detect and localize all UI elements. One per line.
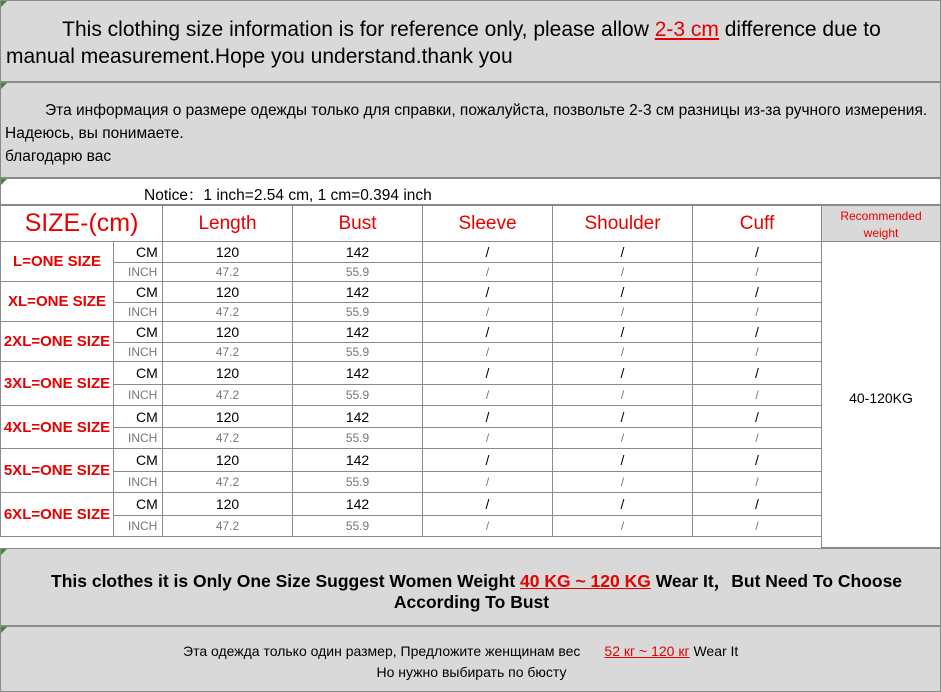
cell-inch-cuff: / [693,263,822,282]
cell-inch-shoulder: / [553,343,693,362]
cell-inch-length: 47.2 [163,385,293,406]
cell-inch-shoulder: / [553,516,693,537]
cell-inch-cuff: / [693,516,822,537]
unit-cm: CM [114,322,163,343]
cell-cm-bust: 142 [293,322,423,343]
unit-cm: CM [114,406,163,428]
top-note-line2: manual measurement.Hope you understand.thank you [6,45,513,68]
unit-inch: INCH [114,385,163,406]
top-note-text-end: difference due to [718,18,881,41]
cell-cm-bust: 142 [293,282,423,303]
cell-cm-sleeve: / [423,242,553,263]
corner-marker [1,179,7,185]
cell-cm-sleeve: / [423,362,553,385]
cell-cm-length: 120 [163,362,293,385]
unit-inch: INCH [114,428,163,449]
cell-inch-sleeve: / [423,472,553,493]
cell-cm-bust: 142 [293,449,423,472]
cell-cm-sleeve: / [423,449,553,472]
cell-inch-shoulder: / [553,472,693,493]
unit-cm: CM [114,493,163,516]
cell-inch-sleeve: / [423,516,553,537]
size-label: L=ONE SIZE [1,242,114,282]
table-row [1,263,822,282]
top-note-highlight: 2-3 cm [654,18,719,41]
table-row [1,362,822,385]
cell-cm-length: 120 [163,406,293,428]
cell-cm-shoulder: / [553,322,693,343]
cell-cm-sleeve: / [423,406,553,428]
cell-cm-cuff: / [693,406,822,428]
bottom-en-text: This clothes it is Only One Size Suggest Women Weight [51,571,521,591]
cell-inch-length: 47.2 [163,343,293,362]
cell-cm-cuff: / [693,282,822,303]
top-note-band [0,0,941,82]
cell-inch-bust: 55.9 [293,343,423,362]
cell-cm-bust: 142 [293,406,423,428]
cell-inch-cuff: / [693,343,822,362]
cell-cm-sleeve: / [423,322,553,343]
header-cuff: Cuff [693,206,822,242]
cell-inch-bust: 55.9 [293,385,423,406]
bottom-en-line1 [51,568,902,593]
cell-inch-sleeve: / [423,428,553,449]
cell-inch-shoulder: / [553,303,693,322]
cell-inch-length: 47.2 [163,472,293,493]
cell-inch-sleeve: / [423,343,553,362]
size-label: 5XL=ONE SIZE [1,449,114,493]
corner-marker [1,627,7,633]
header-length: Length [163,206,293,242]
corner-marker [1,549,7,555]
cell-inch-sleeve: / [423,303,553,322]
ru-note-thanks: благодарю вас [5,148,112,165]
cell-cm-length: 120 [163,493,293,516]
cell-inch-sleeve: / [423,385,553,406]
table-row [1,282,822,303]
header-sleeve: Sleeve [423,206,553,242]
size-label: 2XL=ONE SIZE [1,322,114,362]
size-label: 6XL=ONE SIZE [1,493,114,537]
cell-cm-length: 120 [163,449,293,472]
notice-text: Notice：1 inch=2.54 cm, 1 cm=0.394 inch [144,187,432,204]
cell-cm-bust: 142 [293,242,423,263]
header-shoulder: Shoulder [553,206,693,242]
cell-inch-cuff: / [693,472,822,493]
top-note-text: This clothing size information is for reference only, please allow [62,18,655,41]
bottom-ru-highlight: 52 кг ~ 120 кг [604,643,690,659]
corner-marker [1,1,7,7]
corner-marker [1,83,7,89]
bottom-en-band [0,548,941,626]
cell-cm-shoulder: / [553,449,693,472]
unit-cm: CM [114,282,163,303]
cell-cm-bust: 142 [293,362,423,385]
cell-cm-shoulder: / [553,406,693,428]
size-label: XL=ONE SIZE [1,282,114,322]
unit-cm: CM [114,362,163,385]
unit-inch: INCH [114,303,163,322]
cell-inch-shoulder: / [553,263,693,282]
cell-cm-shoulder: / [553,282,693,303]
table-row [1,449,822,472]
cell-cm-length: 120 [163,242,293,263]
table-row [1,322,822,343]
cell-inch-cuff: / [693,385,822,406]
table-row [1,472,822,493]
cell-cm-shoulder: / [553,493,693,516]
table-row [1,343,822,362]
size-label: 3XL=ONE SIZE [1,362,114,406]
cell-cm-shoulder: / [553,362,693,385]
bottom-ru-line1 [183,643,738,659]
unit-cm: CM [114,449,163,472]
header-recommended-weight: Recommended weight [822,206,940,242]
unit-inch: INCH [114,263,163,282]
cell-inch-length: 47.2 [163,263,293,282]
ru-note-band [0,82,941,178]
table-row [1,516,822,537]
cell-cm-length: 120 [163,322,293,343]
table-row [1,493,822,516]
ru-note-body: Эта информация о размере одежды только для справки, пожалуйста, позвольте 2-3 см разницы из-за ручного измерения. Надеюсь, вы понимаете. [5,102,928,142]
unit-cm: CM [114,242,163,263]
bottom-ru-band [0,626,941,692]
cell-cm-bust: 142 [293,493,423,516]
table-row [1,303,822,322]
unit-inch: INCH [114,516,163,537]
bottom-ru-text: Эта одежда только один размер, Предложите женщинам вес [183,643,581,659]
cell-cm-length: 120 [163,282,293,303]
cell-cm-cuff: / [693,362,822,385]
cell-cm-cuff: / [693,449,822,472]
cell-inch-sleeve: / [423,263,553,282]
header-row [1,206,822,242]
cell-inch-shoulder: / [553,428,693,449]
unit-inch: INCH [114,472,163,493]
ru-note-text [5,99,937,168]
cell-inch-cuff: / [693,428,822,449]
cell-inch-bust: 55.9 [293,263,423,282]
cell-inch-bust: 55.9 [293,428,423,449]
table-row [1,406,822,428]
table-row [1,428,822,449]
cell-cm-cuff: / [693,242,822,263]
bottom-en-highlight: 40 KG ~ 120 KG [520,571,651,591]
cell-inch-cuff: / [693,303,822,322]
bottom-ru-text-end: Wear It [689,643,739,659]
unit-inch: INCH [114,343,163,362]
cell-inch-bust: 55.9 [293,472,423,493]
cell-inch-bust: 55.9 [293,516,423,537]
cell-cm-sleeve: / [423,282,553,303]
bottom-ru-line2: Но нужно выбирать по бюсту [376,664,567,680]
cell-inch-bust: 55.9 [293,303,423,322]
notice-bar [0,178,941,205]
cell-cm-cuff: / [693,493,822,516]
cell-inch-shoulder: / [553,385,693,406]
cell-cm-cuff: / [693,322,822,343]
cell-inch-length: 47.2 [163,516,293,537]
table-row [1,242,822,263]
table-row [1,385,822,406]
header-size: SIZE-(cm) [1,206,163,242]
cell-inch-length: 47.2 [163,303,293,322]
bottom-en-text-end: Wear It，But Need To Choose [650,571,903,591]
top-note-line1 [1,18,941,42]
header-bust: Bust [293,206,423,242]
recommended-weight-value: 40-120KG [849,390,913,406]
cell-inch-length: 47.2 [163,428,293,449]
recommended-weight-column [821,205,941,548]
size-label: 4XL=ONE SIZE [1,406,114,449]
bottom-en-line2: According To Bust [393,592,550,612]
cell-cm-sleeve: / [423,493,553,516]
size-table [0,205,822,537]
cell-cm-shoulder: / [553,242,693,263]
